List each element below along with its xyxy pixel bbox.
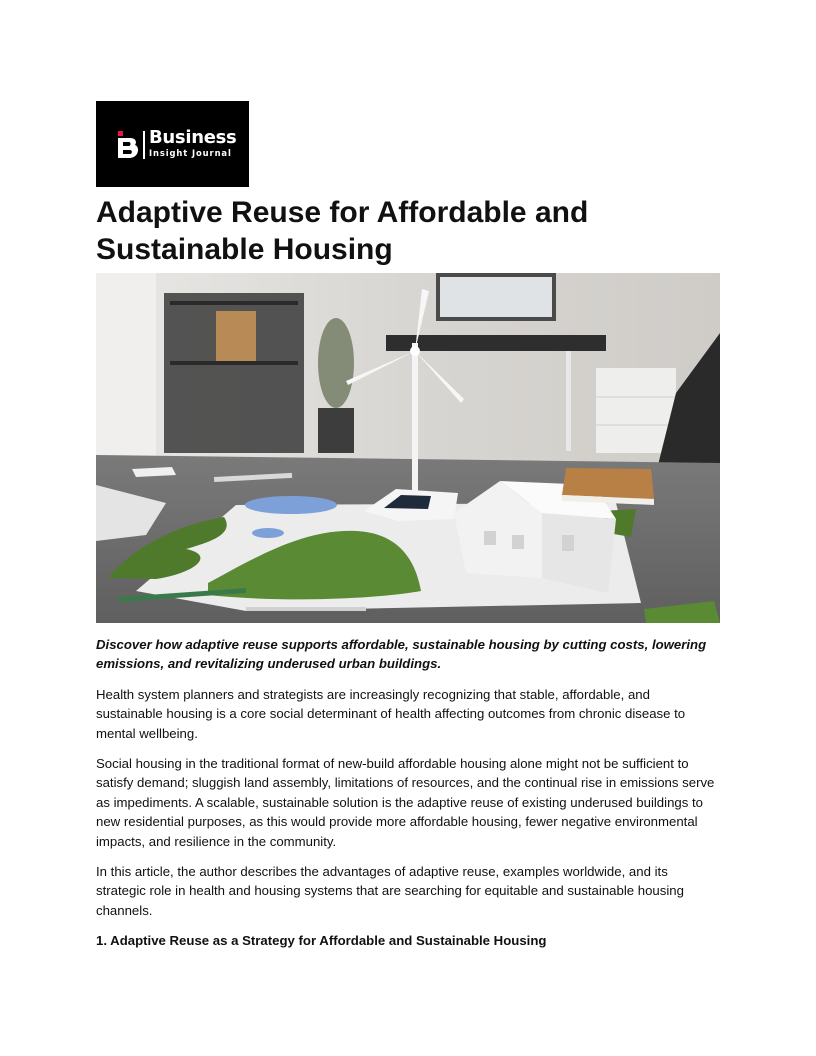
logo-word-insight-journal: Insight Journal — [149, 148, 232, 158]
article-lead: Discover how adaptive reuse supports affordable, sustainable housing by cutting costs, lowering emissions, and revitalizing underused urban buildings. — [96, 637, 707, 672]
brand-logo — [96, 101, 249, 187]
article-paragraph-2: Social housing in the traditional format of new-build affordable housing alone might not be sufficient to satisfy demand; sluggish land assembly, limitations of resources, and the continual rise in emissions serve as impediments. A scalable, sustainable solution is the adaptive reuse of existing underused buildings to new residential purposes, as this would provide more affordable housing, fewer negative environmental impacts, and resilience in the community. — [96, 756, 715, 849]
logo-wordmark — [149, 129, 236, 157]
logo-word-business: Business — [149, 127, 237, 148]
hero-image — [96, 273, 720, 623]
hero-photo-illustration — [96, 273, 720, 623]
section-heading: 1. Adaptive Reuse as a Strategy for Affordable and Sustainable Housing — [96, 933, 547, 949]
article-body — [96, 635, 720, 962]
article-paragraph-3: In this article, the author describes the advantages of adaptive reuse, examples worldwide, and its strategic role in health and housing systems that are searching for equitable and sustainable housing channels. — [96, 864, 684, 918]
logo-divider — [143, 131, 145, 159]
logo-b-icon — [117, 131, 143, 159]
article-paragraph-1: Health system planners and strategists are increasingly recognizing that stable, affordable, and sustainable housing is a core social determinant of health affecting outcomes from chronic disease to mental wellbeing. — [96, 686, 686, 741]
article-title: Adaptive Reuse for Affordable and Sustainable Housing — [96, 196, 589, 266]
